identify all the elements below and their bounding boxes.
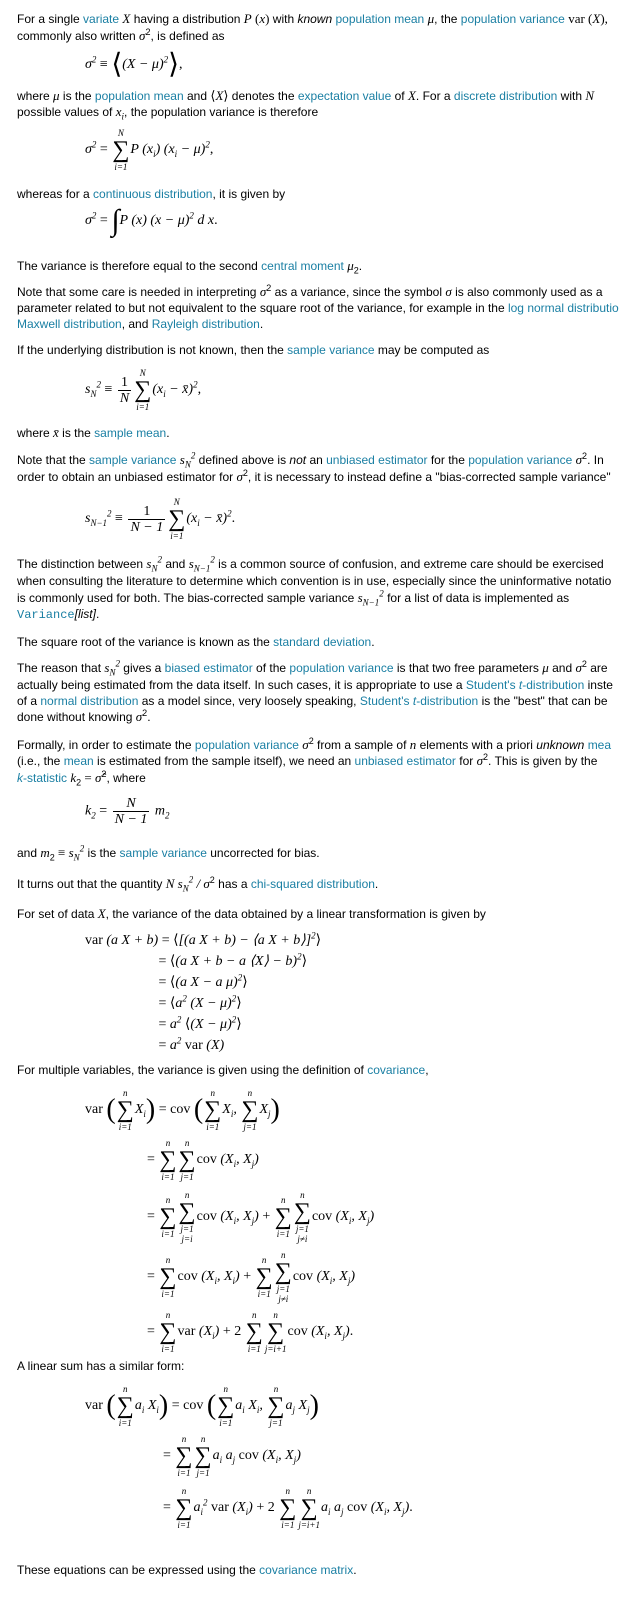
link-discrete-distribution[interactable]: discrete distribution xyxy=(453,89,558,103)
link-population-mean-2[interactable]: population mean xyxy=(94,89,184,103)
equation-variance-definition: $\sigma^2$ ≡ ⟨(X − μ)$^2$⟩, xyxy=(85,49,183,80)
paragraph-k-statistic-line3: k-statistic $k_2$ = σ̂$^2$, where xyxy=(17,770,146,786)
paragraph-central-moment: The variance is therefore equal to the second central moment $\mu_2$. xyxy=(17,258,363,274)
link-expectation-value[interactable]: expectation value xyxy=(297,89,392,103)
link-normal-distribution[interactable]: normal distribution xyxy=(40,694,139,708)
paragraph-linear-transform: For set of data X, the variance of the data obtained by a linear transformation is given by xyxy=(17,906,486,921)
paragraph-distinction-line2: when consulting the literature to determine which convention is in use, especially since the uninformative notatio xyxy=(17,574,612,588)
paragraph-linear-sum: A linear sum has a similar form: xyxy=(17,1359,185,1373)
link-unbiased-estimator[interactable]: unbiased estimator xyxy=(326,453,428,467)
link-continuous-distribution[interactable]: continuous distribution xyxy=(93,187,213,201)
paragraph-m2: and $m_2 \equiv s_N^2$ is the sample variance uncorrected for bias. xyxy=(17,845,320,861)
link-unbiased-estimator-2[interactable]: unbiased estimator xyxy=(354,754,456,768)
paragraph-multiple-variables: For multiple variables, the variance is given using the definition of covariance, xyxy=(17,1063,429,1077)
paragraph-distinction: The distinction between $s_N^2$ and $s_{N-1}^2$ is a common source of confusion, and extreme care should be exercised xyxy=(17,556,604,572)
link-sample-variance[interactable]: sample variance xyxy=(287,343,375,357)
link-covariance[interactable]: covariance xyxy=(367,1063,426,1077)
paragraph-biased-line4: done without knowing $\sigma^2$. xyxy=(17,709,151,724)
paragraph-biased-line3: of a normal distribution as a model since, very loosely speaking, Student's t-distribution is the "best" that can be xyxy=(17,694,608,708)
link-population-mean[interactable]: population mean xyxy=(335,12,425,26)
link-sample-variance-2[interactable]: sample variance xyxy=(89,453,177,467)
paragraph-standard-deviation: The square root of the variance is known as the standard deviation. xyxy=(17,635,375,649)
link-population-variance-4[interactable]: population variance xyxy=(194,738,299,752)
paragraph-sample-mean: where x̄ is the sample mean. xyxy=(17,425,170,440)
paragraph-unbiased: Note that the sample variance $s_N^2$ defined above is not an unbiased estimator for the population variance $\sigma^2$. In xyxy=(17,452,604,468)
link-sample-mean[interactable]: sample mean xyxy=(94,426,167,440)
link-students-t-distribution-2[interactable]: Student's t-distribution xyxy=(359,694,479,708)
paragraph-mean-line2: possible values of $x_i$, the population variance is therefore xyxy=(17,104,319,120)
link-standard-deviation[interactable]: standard deviation xyxy=(273,635,372,649)
link-rayleigh-distribution[interactable]: Rayleigh distribution xyxy=(151,317,260,331)
equation-bias-corrected-variance: $s_{N-1}^2$ ≡ $\frac{1}{N - 1}$ N ∑ i=1 ($x_i$ − x̄)$^2$. xyxy=(85,497,236,541)
equation-discrete-variance: $\sigma^2$ = N ∑ i=1 P $(x_i) (x_i - \mu)^2$, xyxy=(85,128,214,172)
paragraph-mean: where μ is the population mean and ⟨X⟩ denotes the expectation value of X. For a discrete distribution with N xyxy=(17,88,594,103)
paragraph-unbiased-line2: order to obtain an unbiased estimator for $\sigma^2$, it is necessary to instead define a "bias-corrected sample variance" xyxy=(17,469,611,484)
paragraph-continuous: whereas for a continuous distribution, it is given by xyxy=(17,187,286,201)
link-mean[interactable]: mean xyxy=(63,754,94,768)
code-variance[interactable]: Variance xyxy=(17,608,75,622)
link-sample-variance-3[interactable]: sample variance xyxy=(119,846,207,860)
link-population-variance-2[interactable]: population variance xyxy=(468,453,573,467)
link-students-t-distribution[interactable]: Student's t-distribution xyxy=(465,678,585,692)
link-central-moment[interactable]: central moment xyxy=(261,259,344,273)
link-biased-estimator[interactable]: biased estimator xyxy=(164,661,253,675)
paragraph-sigma-note-line2: parameter related to but not equivalent to the square root of the variance, for example in the log normal distributio xyxy=(17,301,619,315)
equation-linear-transform: var (a X + b) = ⟨[(a X + b) − ⟨a X + b⟩]$^2$⟩ = ⟨(a X + b − a ⟨X⟩ − b)$^2$⟩ = ⟨(a X − a μ)$^2$⟩ = $⟨a^2$ $(X - \mu)^2⟩$ = $a^2$ ⟨(X − μ)$^2$⟩ = $a^2$ var (X) xyxy=(85,930,322,1053)
link-population-variance-3[interactable]: population variance xyxy=(289,661,394,675)
equation-multi-variance: var ( n ∑ i=1 $X_i$) = cov ( n ∑ i=1 $X_i$, n ∑ j=1 $X_j$) = n ∑ i=1 n ∑ j=1 cov ($X_i$, $X_j$) = n ∑ i=1 n ∑ j=1 j=i cov ($X_i$, $X_j$) + n ∑ i=1 n ∑ j=1 j≠i cov ($X_i$, $X_j$) = n ∑ i=1 cov ($X_i$, $X_i$) + n ∑ i=1 n ∑ j=1 j≠i cov ($X_i$, $X_j$) = n ∑ i=1 var $(X_i) + 2$ n ∑ i=1 n ∑ j=i+1 cov ($X_i$, $X_j$). xyxy=(85,1088,375,1354)
link-k-statistic[interactable]: k-statistic xyxy=(17,771,68,785)
paragraph-definition-line2: commonly also written $\sigma^2$, is defined as xyxy=(17,28,225,43)
paragraph-covariance-matrix: These equations can be expressed using the covariance matrix. xyxy=(17,1563,357,1577)
paragraph-sigma-note: Note that some care is needed in interpreting $\sigma^2$ as a variance, since the symbol σ is also commonly used as a xyxy=(17,284,603,299)
equation-linear-sum: var ( n ∑ i=1 $a_i$ $X_i$) = cov ( n ∑ i=1 $a_i$ $X_i$, n ∑ j=1 $a_j$ $X_j$) = n ∑ i=1 n ∑ j=1 $a_i$ $a_j$ cov ($X_i$, $X_j$) = n ∑ i=1 $a_i^2$ var $(X_i) + 2$ n ∑ i=1 n ∑ j=i+1 $a_i$ $a_j$ cov ($X_i$, $X_j$). xyxy=(85,1384,413,1530)
paragraph-biased: The reason that $s_N^2$ gives a biased estimator of the population variance is that two free parameters μ and $\sigma^2$ are xyxy=(17,660,608,676)
paragraph-definition: For a single variate X having a distribution P (x) with known population mean μ, the population variance var (X), xyxy=(17,11,608,26)
link-variate[interactable]: variate xyxy=(83,12,120,26)
equation-sample-variance: $s_N^2$ ≡ $\frac{1}{N}$ N ∑ i=1 ($x_i$ − x̄)$^2$, xyxy=(85,368,202,412)
equation-k2: $k_2$ = $\frac{N}{N - 1}$ $m_2$ xyxy=(85,796,170,827)
link-chi-squared-distribution[interactable]: chi-squared distribution xyxy=(250,877,375,891)
paragraph-sigma-note-line3: Maxwell distribution, and Rayleigh distribution. xyxy=(17,317,264,331)
link-mean-truncated[interactable]: mea xyxy=(587,738,612,752)
link-log-normal-distribution[interactable]: log normal distributio xyxy=(507,301,619,315)
paragraph-distinction-line4: Variance[list]. xyxy=(17,607,100,622)
paragraph-sample-variance: If the underlying distribution is not known, then the sample variance may be computed as xyxy=(17,343,490,357)
link-maxwell-distribution[interactable]: Maxwell distribution xyxy=(17,317,122,331)
equation-continuous-variance: $\sigma^2 = \int P$ (x) $(x - \mu)^2$ d x. xyxy=(85,204,218,237)
paragraph-biased-line2: actually being estimated from the data itself. In such cases, it is appropriate to use a Student's t-distribution inste xyxy=(17,678,613,692)
paragraph-k-statistic: Formally, in order to estimate the population variance $\sigma^2$ from a sample of n elements with a priori unknown mea xyxy=(17,737,612,752)
paragraph-k-statistic-line2: (i.e., the mean is estimated from the sample itself), we need an unbiased estimator for $\sigma^2$. This is given by the xyxy=(17,753,598,768)
link-covariance-matrix[interactable]: covariance matrix xyxy=(259,1563,354,1577)
paragraph-distinction-line3: is commonly used for both. The bias-corrected sample variance $s_{N-1}^2$ for a list of data is implemented as xyxy=(17,590,570,606)
link-population-variance[interactable]: population variance xyxy=(460,12,565,26)
paragraph-chi-squared: It turns out that the quantity N $s_N^2 / \sigma^2$ has a chi-squared distribution. xyxy=(17,876,379,892)
